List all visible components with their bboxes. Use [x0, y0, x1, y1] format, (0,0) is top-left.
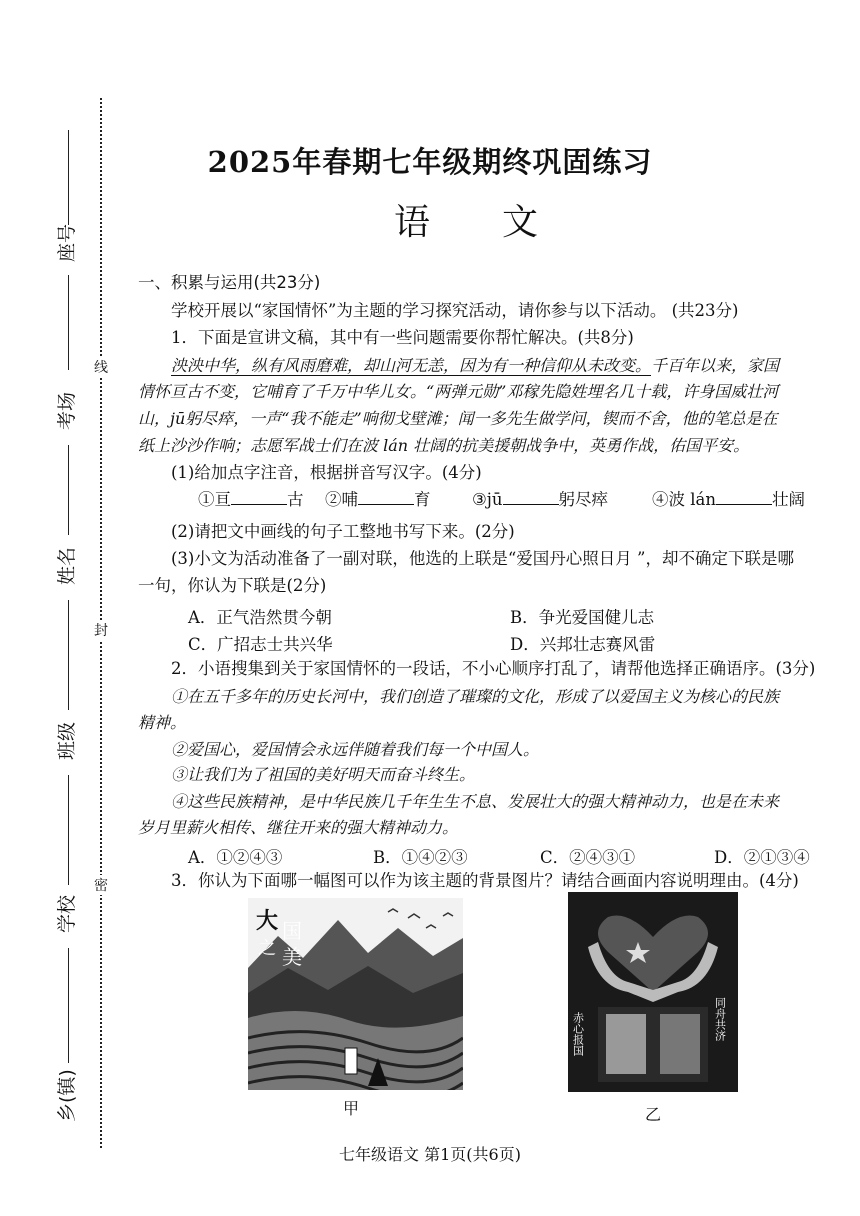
- question-1-1: (1)给加点字注音，根据拼音写汉字。(4分): [171, 463, 482, 482]
- school-label: 学校: [56, 894, 78, 933]
- q13-option-d[interactable]: D．兴邦壮志赛风雷: [510, 635, 656, 654]
- fill-c-pre: ③jū: [472, 490, 503, 509]
- fill-a-blank[interactable]: [231, 490, 287, 505]
- landscape-illustration: [248, 898, 463, 1090]
- q2-sentence-2: ②爱国心，爱国情会永远伴随着我们每一个中国人。: [171, 740, 540, 759]
- school-write-line[interactable]: [68, 775, 69, 885]
- q13-option-c[interactable]: C．广招志士共兴华: [188, 635, 333, 654]
- question-1: 1．下面是宣讲文稿，其中有一些问题需要你帮忙解决。(共8分): [171, 328, 634, 347]
- town-label: 乡(镇): [56, 1069, 78, 1122]
- fill-c-blank[interactable]: [503, 490, 559, 505]
- yi-right-text: 同舟共济: [713, 997, 727, 1041]
- q2-sentence-4b: 岁月里薪火相传、继往开来的强大精神动力。: [138, 818, 459, 837]
- fill-c: [472, 489, 608, 511]
- jia-text-1: 大: [256, 909, 279, 934]
- fill-b-pre: ②哺: [325, 490, 358, 509]
- section-intro: 学校开展以“家国情怀”为主题的学习探究活动，请你参与以下活动。 (共23分): [171, 301, 739, 320]
- caption-jia: 甲: [343, 1099, 360, 1118]
- subject-title: 语文: [393, 202, 610, 243]
- fill-a: [198, 489, 304, 511]
- passage-text: 千百年以来，家国: [651, 356, 780, 375]
- passage-line-2: 情怀亘古不变，它哺育了千万中华儿女。“两弹元勋”邓稼先隐姓埋名几十载，许身国威壮河: [138, 382, 779, 401]
- q13-option-a[interactable]: A．正气浩然贯今朝: [188, 608, 332, 627]
- passage-line-1: [171, 355, 779, 377]
- q2-option-b[interactable]: B．①④②③: [373, 848, 468, 867]
- question-1-3-line-1: (3)小文为活动准备了一副对联，他选的上联是“爱国丹心照日月 ”，却不确定下联是哪: [171, 549, 794, 568]
- q2-option-c[interactable]: C．②④③①: [540, 848, 636, 867]
- question-1-2: (2)请把文中画线的句子工整地书写下来。(2分): [171, 522, 515, 541]
- seal-mark-line: 线: [92, 357, 110, 377]
- poster-illustration: [568, 892, 738, 1092]
- q2-sentence-3: ③让我们为了祖国的美好明天而奋斗终生。: [171, 765, 476, 784]
- image-yi: [568, 892, 738, 1092]
- fill-a-pre: ①亘: [198, 490, 231, 509]
- passage-line-4: 纸上沙沙作响；志愿军战士们在波 lán 壮阔的抗美援朝战争中，英勇作战，佑国平安。: [138, 436, 750, 455]
- exam-title: 2025年春期七年级期终巩固练习: [207, 145, 653, 179]
- fill-a-post: 古: [287, 490, 304, 509]
- question-2: 2．小语搜集到关于家国情怀的一段话，不小心顺序打乱了，请帮他选择正确语序。(3分): [171, 659, 816, 678]
- yi-left-text: 赤心报国: [571, 1012, 585, 1056]
- fill-d: [652, 489, 805, 511]
- town-write-line[interactable]: [68, 948, 69, 1063]
- page-footer: 七年级语文 第1页(共6页): [339, 1145, 521, 1164]
- name-write-line[interactable]: [68, 445, 69, 535]
- section-heading: 一、积累与运用(共23分): [138, 273, 321, 292]
- question-3: 3．你认为下面哪一幅图可以作为该主题的背景图片？请结合画面内容说明理由。(4分): [171, 871, 799, 890]
- question-1-3-line-2: 一句，你认为下联是(2分): [138, 576, 327, 595]
- caption-yi: 乙: [645, 1105, 662, 1124]
- class-label: 班级: [56, 721, 78, 760]
- fill-b-blank[interactable]: [358, 490, 414, 505]
- fill-d-post: 壮阔: [772, 490, 805, 509]
- q2-sentence-4a: ④这些民族精神，是中华民族几千年生生不息、发展壮大的强大精神动力，也是在未来: [171, 792, 780, 811]
- fill-b: [325, 489, 431, 511]
- seal-mark-mi: 密: [92, 875, 110, 895]
- fill-b-post: 育: [414, 490, 431, 509]
- class-write-line[interactable]: [68, 600, 69, 710]
- name-label: 姓名: [56, 546, 78, 585]
- jia-text-4: 美: [282, 945, 302, 969]
- q13-option-b[interactable]: B．争光爱国健儿志: [510, 608, 655, 627]
- image-jia: [248, 898, 463, 1090]
- jia-text-3: 之: [258, 938, 276, 959]
- q2-option-a[interactable]: A．①②④③: [188, 848, 283, 867]
- q2-sentence-1a: ①在五千多年的历史长河中，我们创造了璀璨的文化，形成了以爱国主义为核心的民族: [171, 687, 780, 706]
- passage-line-3: 山，jū躬尽瘁，一声“我不能走”响彻戈壁滩；闻一多先生做学问，锲而不舍，他的笔总是在: [138, 409, 778, 428]
- jia-text-2: 国: [282, 919, 302, 943]
- seat-label: 座号: [56, 223, 78, 262]
- room-write-line[interactable]: [68, 275, 69, 370]
- room-label: 考场: [56, 391, 78, 430]
- fill-d-blank[interactable]: [716, 490, 772, 505]
- fill-c-post: 躬尽瘁: [558, 490, 609, 509]
- seal-mark-feng: 封: [92, 620, 110, 640]
- q2-option-d[interactable]: D．②①③④: [714, 848, 810, 867]
- underlined-sentence: 泱泱中华，纵有风雨磨难，却山河无恙，因为有一种信仰从未改变。: [171, 356, 652, 375]
- fill-d-pre: ④波 lán: [652, 490, 716, 509]
- q2-sentence-1b: 精神。: [138, 713, 187, 732]
